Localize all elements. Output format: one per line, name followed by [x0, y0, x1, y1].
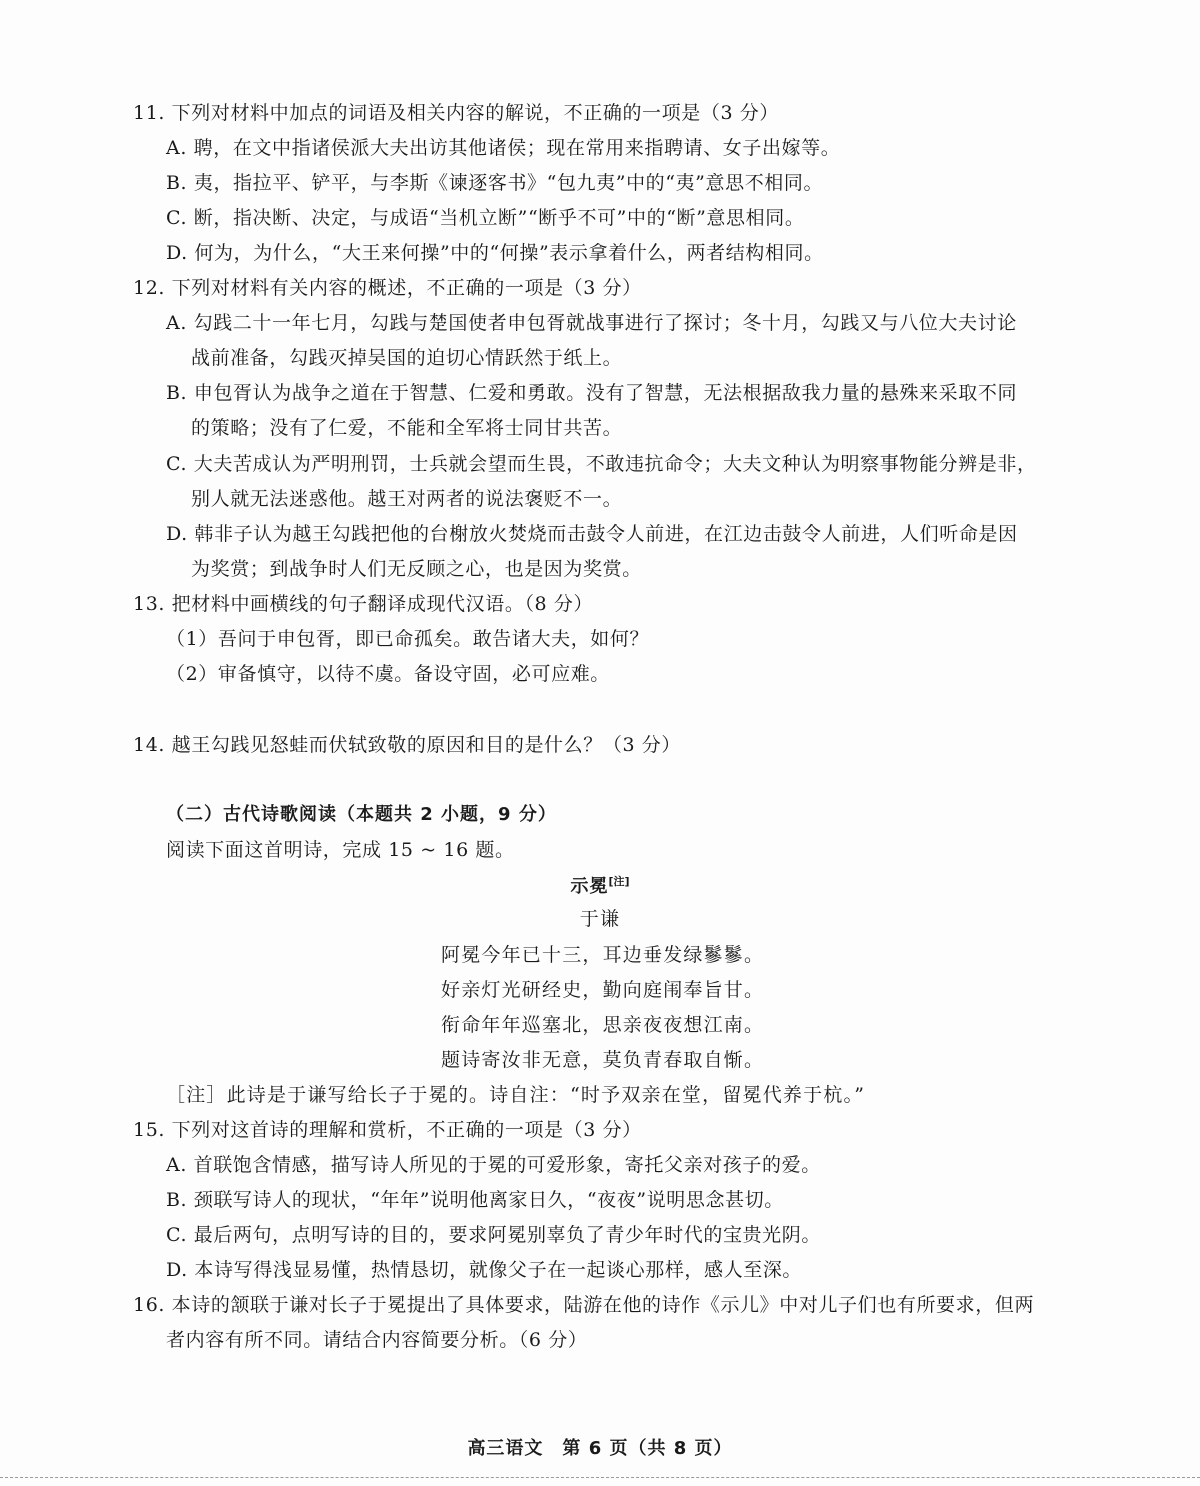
question-12-option-c: C. 大夫苦成认为严明刑罚，士兵就会望而生畏，不敢违抗命令；大夫文种认为明察事物能分辨是非， — [166, 453, 1037, 475]
poem-author: 于谦 — [579, 908, 621, 930]
question-12-option-b: B. 申包胥认为战争之道在于智慧、仁爱和勇敢。没有了智慧，无法根据敌我力量的悬殊来采取不同 — [166, 382, 1018, 404]
question-15-option-b: B. 颈联写诗人的现状，“年年”说明他离家日久，“夜夜”说明思念甚切。 — [166, 1189, 784, 1211]
poem-title-text: 示冕 — [570, 876, 609, 897]
question-12-option-a-cont: 战前准备，勾践灭掉吴国的迫切心情跃然于纸上。 — [191, 347, 623, 369]
poem-title-note: [注] — [608, 875, 630, 888]
poem-title — [0, 870, 1200, 899]
question-16-stem-cont: 者内容有所不同。请结合内容简要分析。（6 分） — [166, 1329, 588, 1351]
question-14-stem: 14. 越王勾践见怒蛙而伏轼致敬的原因和目的是什么？（3 分） — [133, 734, 681, 756]
poem-line: 好亲灯光研经史，勤向庭闱奉旨甘。 — [441, 979, 765, 1001]
bottom-divider — [0, 1477, 1200, 1478]
question-12-option-c-cont: 别人就无法迷惑他。越王对两者的说法褒贬不一。 — [191, 488, 623, 510]
question-12-option-d-cont: 为奖赏；到战争时人们无反顾之心，也是因为奖赏。 — [191, 558, 642, 580]
question-16-stem: 16. 本诗的颔联于谦对长子于冕提出了具体要求，陆游在他的诗作《示儿》中对儿子们也有所要求，但两 — [133, 1294, 1035, 1316]
section-intro: 阅读下面这首明诗，完成 15 ~ 16 题。 — [166, 839, 515, 861]
question-12-option-a: A. 勾践二十一年七月，勾践与楚国使者申包胥就战事进行了探讨；冬十月，勾践又与八位大夫讨论 — [166, 312, 1017, 334]
page-footer: 高三语文 第 6 页（共 8 页） — [467, 1438, 733, 1459]
question-13-sentence-2: （2）审备慎守，以待不虞。备设守固，必可应难。 — [166, 663, 610, 685]
poem-note: ［注］此诗是于谦写给长子于冕的。诗自注：“时予双亲在堂，留冕代养于杭。” — [166, 1084, 866, 1106]
question-11-option-a: A. 聘，在文中指诸侯派大夫出访其他诸侯；现在常用来指聘请、女子出嫁等。 — [166, 137, 841, 159]
question-15-option-d: D. 本诗写得浅显易懂，热情恳切，就像父子在一起谈心那样，感人至深。 — [166, 1259, 803, 1281]
question-11-stem: 11. 下列对材料中加点的词语及相关内容的解说，不正确的一项是（3 分） — [133, 102, 779, 124]
question-11-option-d: D. 何为，为什么，“大王来何操”中的“何操”表示拿着什么，两者结构相同。 — [166, 242, 824, 264]
question-11-option-b: B. 夷，指拉平、铲平，与李斯《谏逐客书》“包九夷”中的“夷”意思不相同。 — [166, 172, 824, 194]
poem-line: 阿冕今年已十三，耳边垂发绿鬖鬖。 — [441, 944, 765, 966]
question-15-option-a: A. 首联饱含情感，描写诗人所见的于冕的可爱形象，寄托父亲对孩子的爱。 — [166, 1154, 821, 1176]
section-heading: （二）古代诗歌阅读（本题共 2 小题，9 分） — [166, 804, 557, 825]
question-12-option-b-cont: 的策略；没有了仁爱，不能和全军将士同甘共苦。 — [191, 417, 623, 439]
question-13-stem: 13. 把材料中画横线的句子翻译成现代汉语。（8 分） — [133, 593, 594, 615]
poem-line: 题诗寄汝非无意，莫负青春取自惭。 — [441, 1049, 765, 1071]
question-13-sentence-1: （1）吾问于申包胥，即已命孤矣。敢告诸大夫，如何？ — [166, 628, 650, 650]
question-12-stem: 12. 下列对材料有关内容的概述，不正确的一项是（3 分） — [133, 277, 642, 299]
poem-line: 衔命年年巡塞北，思亲夜夜想江南。 — [441, 1014, 765, 1036]
question-15-option-c: C. 最后两句，点明写诗的目的，要求阿冕别辜负了青少年时代的宝贵光阴。 — [166, 1224, 821, 1246]
question-15-stem: 15. 下列对这首诗的理解和赏析，不正确的一项是（3 分） — [133, 1119, 642, 1141]
question-11-option-c: C. 断，指决断、决定，与成语“当机立断”“断乎不可”中的“断”意思相同。 — [166, 207, 805, 229]
question-12-option-d: D. 韩非子认为越王勾践把他的台榭放火焚烧而击鼓令人前进，在江边击鼓令人前进，人们听命是因 — [166, 523, 1018, 545]
